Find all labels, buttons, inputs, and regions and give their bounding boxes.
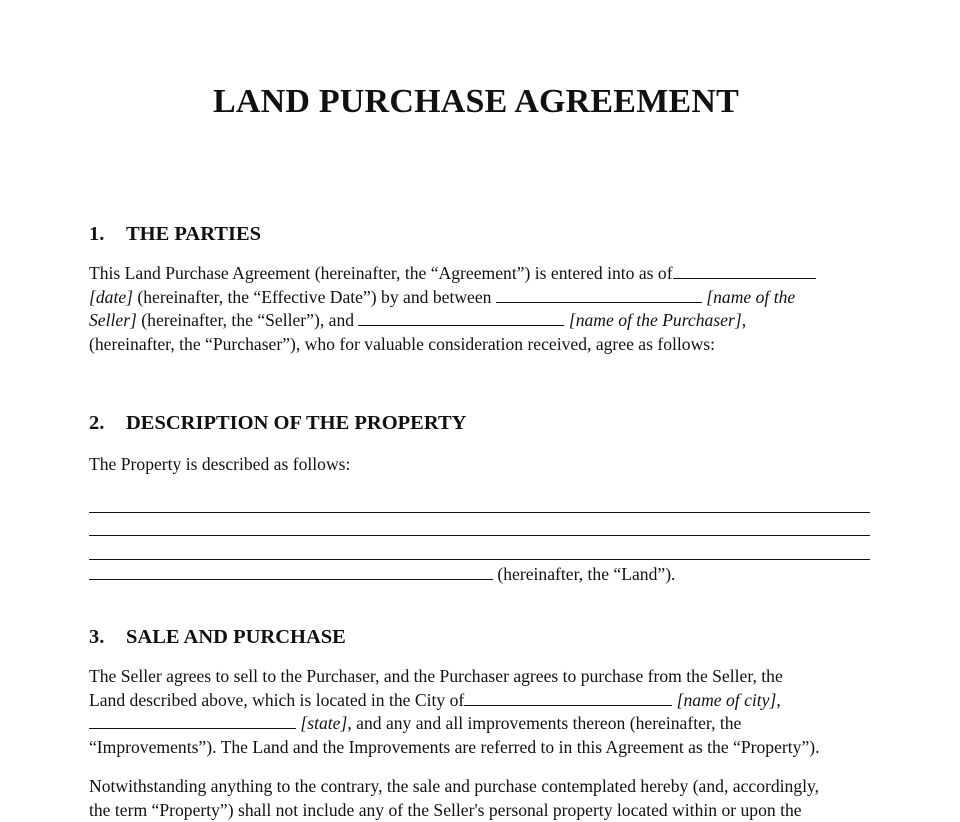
seller-name-blank-field[interactable] [496, 287, 702, 303]
text-run: Land described above, which is located in the City of [89, 689, 465, 710]
city-blank-field[interactable] [464, 690, 672, 706]
text-run: (hereinafter, the “Effective Date”) by and between [137, 286, 492, 307]
parties-paragraph [89, 262, 879, 357]
land-line [89, 563, 879, 587]
paragraph-line [89, 689, 879, 713]
paragraph-line: (hereinafter, the “Purchaser”), who for valuable consideration received, agree as follows: [89, 334, 716, 355]
sale-paragraph-2 [89, 775, 879, 822]
paragraph-line: Notwithstanding anything to the contrary, the sale and purchase contemplated hereby (and, accordingly, [89, 776, 820, 796]
property-description-line[interactable] [89, 535, 870, 536]
property-description-line[interactable] [89, 512, 870, 513]
text-run: , and any and all improvements thereon (hereinafter, the [347, 713, 742, 734]
seller-placeholder: [name of the [706, 286, 796, 307]
section-number: 3. [89, 626, 105, 648]
purchaser-name-blank-field[interactable] [358, 310, 564, 326]
section-heading-description [89, 410, 466, 436]
state-blank-field[interactable] [89, 713, 296, 729]
section-title: SALE AND PURCHASE [126, 626, 346, 648]
text-run: (hereinafter, the “Seller”), and [141, 310, 355, 331]
document-title: LAND PURCHASE AGREEMENT [213, 83, 739, 120]
section-number: 1. [89, 223, 105, 245]
paragraph-line [89, 563, 879, 587]
city-placeholder: [name of city] [676, 689, 777, 710]
seller-placeholder: Seller] [89, 310, 137, 331]
text-run: , [741, 310, 747, 331]
paragraph-line: “Improvements”). The Land and the Improvements are referred to in this Agreement as the “Property”). [89, 737, 820, 758]
paragraph-line [89, 712, 879, 736]
description-intro: The Property is described as follows: [89, 454, 351, 474]
section-number: 2. [89, 412, 105, 434]
paragraph-line [89, 262, 879, 286]
text-run: (hereinafter, the “Land”). [497, 564, 676, 584]
section-heading-parties [89, 221, 261, 247]
section-title: DESCRIPTION OF THE PROPERTY [126, 412, 467, 434]
text-run: , [776, 689, 781, 710]
section-title: THE PARTIES [126, 223, 262, 245]
property-description-line[interactable] [89, 559, 870, 560]
paragraph-line: The Seller agrees to sell to the Purchaser, and the Purchaser agrees to purchase from the Seller, the [89, 666, 783, 686]
property-description-blank-field[interactable] [89, 564, 493, 580]
state-placeholder: [state] [300, 713, 348, 734]
section-heading-sale [89, 624, 346, 650]
sale-paragraph-1 [89, 665, 879, 760]
purchaser-placeholder: [name of the Purchaser] [568, 310, 742, 331]
paragraph-line [89, 309, 879, 333]
text-run: This Land Purchase Agreement (hereinafter, the “Agreement”) is entered into as of [89, 263, 673, 283]
paragraph-line [89, 286, 879, 310]
date-placeholder: [date] [89, 286, 133, 307]
paragraph-line: the term “Property”) shall not include any of the Seller's personal property located within or upon the [89, 799, 802, 820]
date-blank-field[interactable] [673, 263, 816, 279]
